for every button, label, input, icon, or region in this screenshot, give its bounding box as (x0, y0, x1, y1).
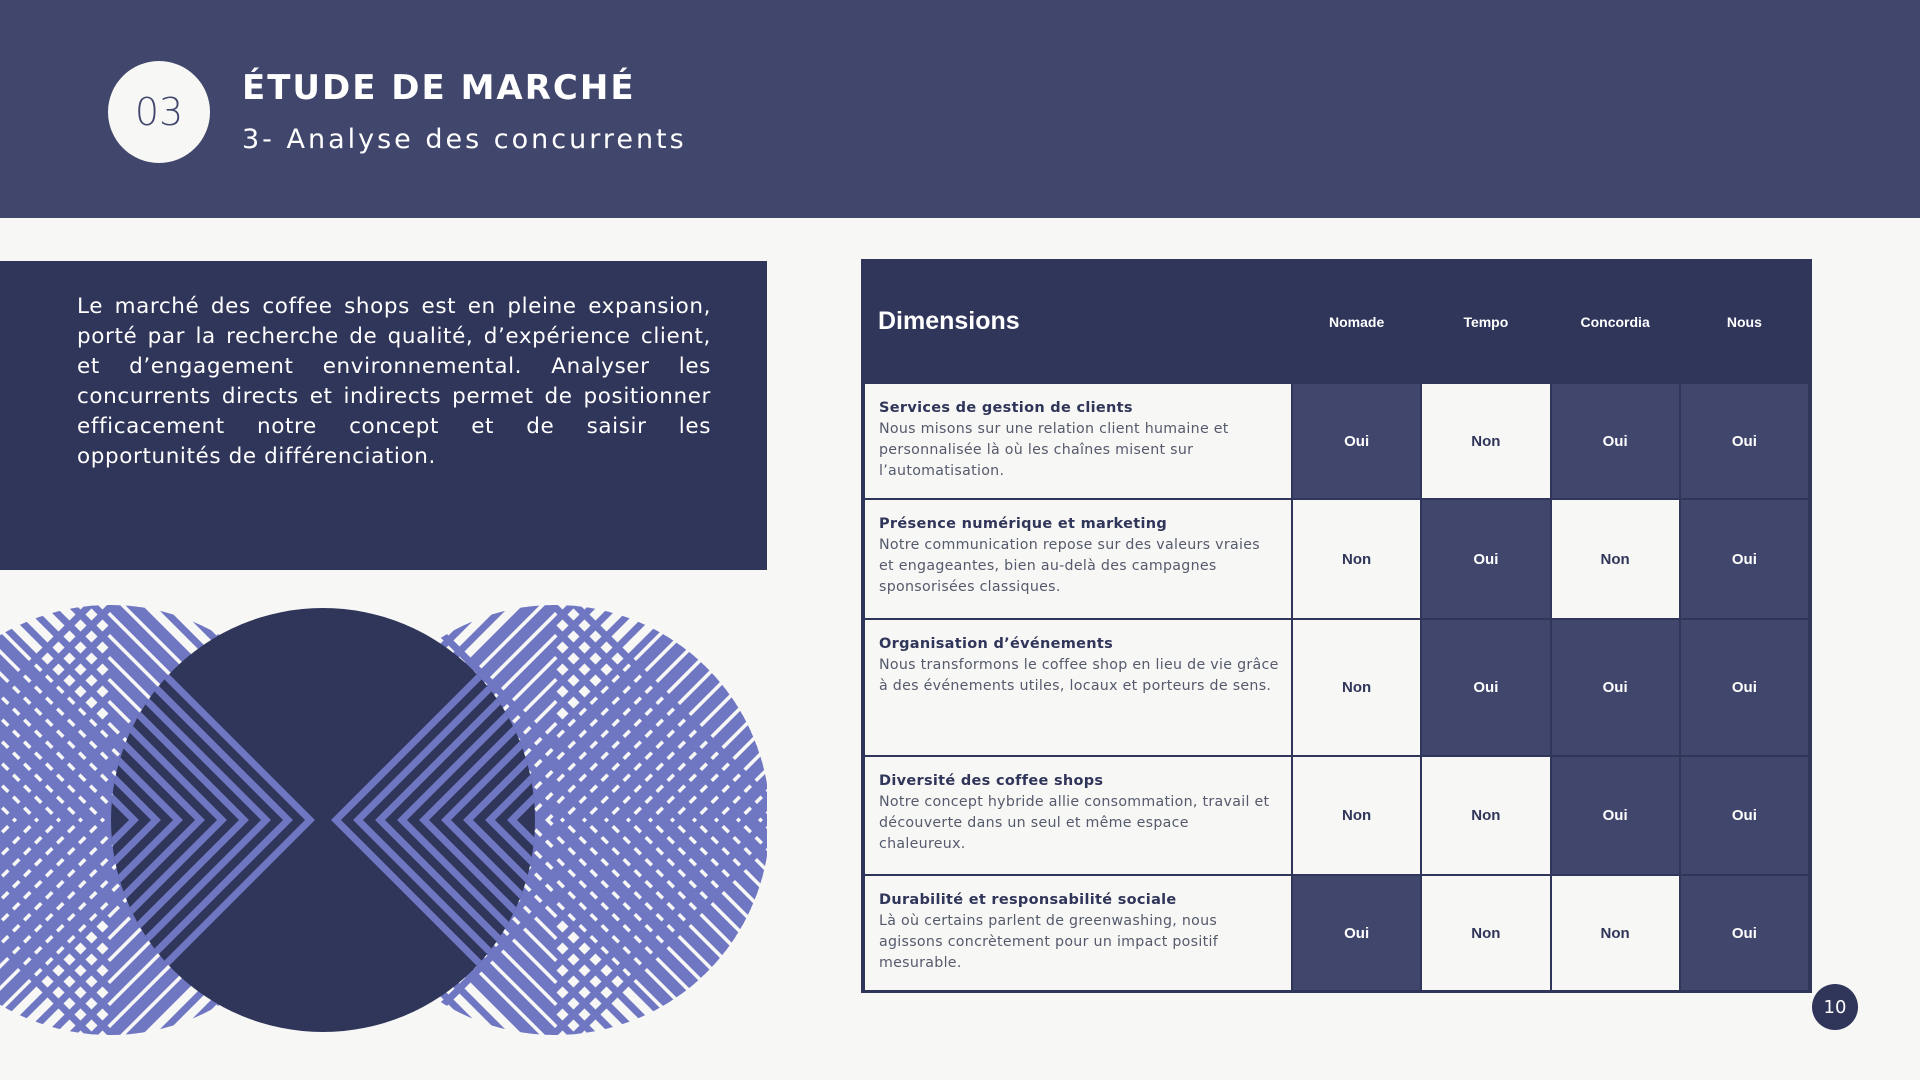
value-cell-concordia: Oui (1551, 619, 1680, 756)
table-row (864, 756, 1809, 875)
value-cell-nomade: Non (1292, 499, 1421, 619)
intro-text: Le marché des coffee shops est en pleine expansion, porté par la recherche de qualité, d’expérience client, et d’engagement environnemental. Analyser les concurrents directs et indirects permet de positionner efficacement notre concept et de saisir les opportunités de différenciation. (77, 294, 711, 469)
value-cell-nous: Oui (1680, 619, 1809, 756)
dimension-cell (864, 756, 1292, 875)
column-header-tempo: Tempo (1421, 261, 1550, 383)
dimension-cell (864, 619, 1292, 756)
value-cell-tempo: Oui (1421, 619, 1550, 756)
dimensions-header: Dimensions (864, 261, 1292, 383)
value-cell-tempo: Non (1421, 756, 1550, 875)
value-cell-concordia: Non (1551, 875, 1680, 991)
value-cell-tempo: Oui (1421, 499, 1550, 619)
dimension-description: Notre communication repose sur des valeurs vraies et engageantes, bien au-delà des campagnes sponsorisées classiques. (879, 537, 1260, 595)
dimension-cell (864, 383, 1292, 499)
column-header-nomade: Nomade (1292, 261, 1421, 383)
dimension-description: Nous transformons le coffee shop en lieu de vie grâce à des événements utiles, locaux et porteurs de sens. (879, 657, 1279, 694)
value-cell-tempo: Non (1421, 383, 1550, 499)
page-title: ÉTUDE DE MARCHÉ (242, 68, 636, 108)
dimension-title: Présence numérique et marketing (879, 516, 1168, 532)
value-cell-nous: Oui (1680, 499, 1809, 619)
value-cell-nomade: Non (1292, 756, 1421, 875)
value-cell-nomade: Oui (1292, 875, 1421, 991)
page-header (0, 0, 1920, 218)
value-cell-nous: Oui (1680, 383, 1809, 499)
page-subtitle: 3- Analyse des concurrents (242, 124, 687, 155)
value-cell-concordia: Oui (1551, 383, 1680, 499)
dimension-cell (864, 875, 1292, 991)
competitor-table (861, 259, 1812, 993)
column-header-concordia: Concordia (1551, 261, 1680, 383)
value-cell-nomade: Oui (1292, 383, 1421, 499)
table-row (864, 619, 1809, 756)
value-cell-nous: Oui (1680, 875, 1809, 991)
value-cell-concordia: Non (1551, 499, 1680, 619)
value-cell-tempo: Non (1421, 875, 1550, 991)
dimension-title: Organisation d’événements (879, 636, 1114, 652)
page-number: 10 (1812, 984, 1858, 1030)
value-cell-concordia: Oui (1551, 756, 1680, 875)
section-number-badge: 03 (108, 61, 210, 163)
table-header-row (864, 261, 1809, 383)
table-row (864, 499, 1809, 619)
table-row (864, 875, 1809, 991)
dimension-title: Durabilité et responsabilité sociale (879, 892, 1177, 908)
dimension-description: Là où certains parlent de greenwashing, nous agissons concrètement pour un impact positif mesurable. (879, 913, 1218, 971)
dimension-cell (864, 499, 1292, 619)
dimension-description: Notre concept hybride allie consommation, travail et découverte dans un seul et même espace chaleureux. (879, 794, 1270, 852)
dimension-description: Nous misons sur une relation client humaine et personnalisée là où les chaînes misent sur l’automatisation. (879, 421, 1229, 479)
decorative-chevron-pattern (0, 605, 767, 1035)
dimension-title: Diversité des coffee shops (879, 773, 1104, 789)
value-cell-nous: Oui (1680, 756, 1809, 875)
dimension-title: Services de gestion de clients (879, 400, 1133, 416)
column-header-nous: Nous (1680, 261, 1809, 383)
value-cell-nomade: Non (1292, 619, 1421, 756)
table-row (864, 383, 1809, 499)
